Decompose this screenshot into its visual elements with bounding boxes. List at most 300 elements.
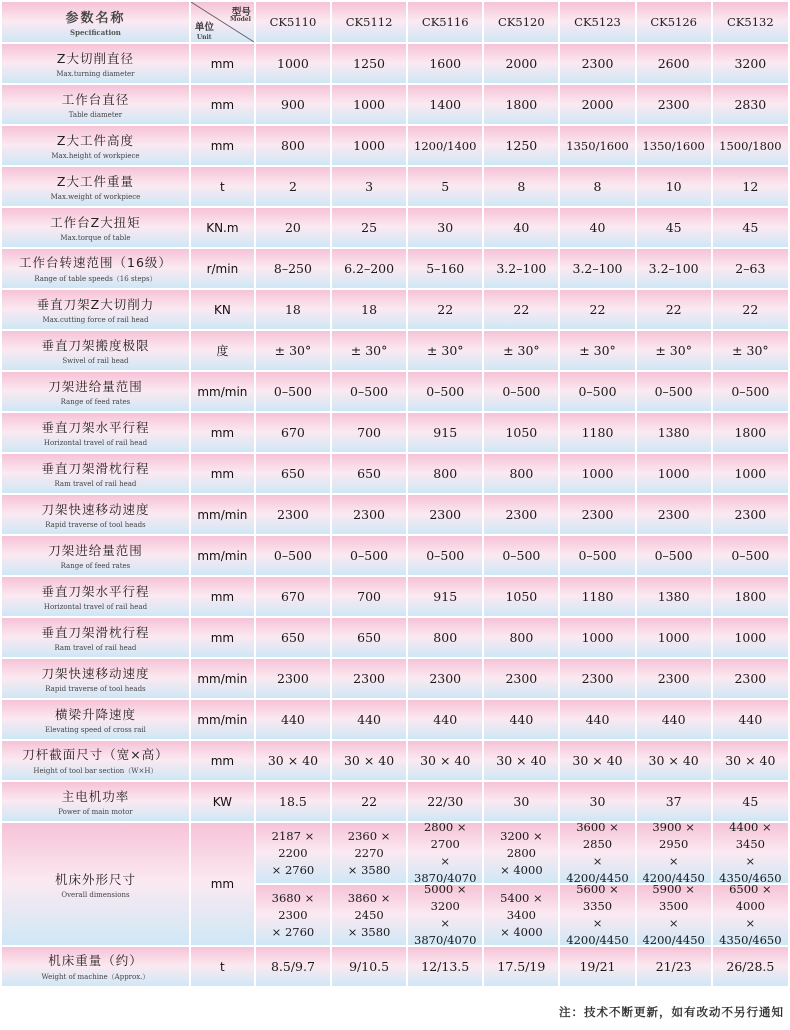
spec-label-zh: 刀架进给量范围 [48, 543, 143, 558]
value-cell: 22 [484, 290, 558, 331]
value-cell: 2300 [484, 495, 558, 536]
value-cell: 670 [256, 577, 330, 618]
spec-label-zh: Z大工件重量 [56, 174, 134, 189]
model-header: CK5112 [332, 2, 406, 44]
unit-cell: mm [191, 741, 254, 782]
dimension-bottom [637, 882, 711, 947]
spec-label-zh: Z大切削直径 [56, 51, 134, 66]
dimension-line: × 4350/4650 [719, 854, 782, 885]
value-cell: 40 [560, 208, 634, 249]
value-cell: ± 30° [408, 331, 482, 372]
unit-cell: mm [191, 44, 254, 85]
value-cell: 2300 [408, 659, 482, 700]
value-cell: 0–500 [560, 372, 634, 413]
unit-model-header [191, 2, 254, 44]
unit-cell: mm/min [191, 372, 254, 413]
model-header: CK5123 [560, 2, 634, 44]
specification-table [0, 2, 790, 988]
value-cell: 1250 [484, 126, 558, 167]
dimension-line: 3900 × 2950 [652, 820, 695, 851]
spec-label-cell [2, 741, 189, 782]
value-cell: 1600 [408, 44, 482, 85]
value-cell: 1800 [484, 85, 558, 126]
value-cell: 440 [637, 700, 711, 741]
table-row [2, 372, 788, 413]
spec-label-cell [2, 290, 189, 331]
value-cell: 2–63 [713, 249, 788, 290]
table-row [2, 290, 788, 331]
spec-label-cell [2, 536, 189, 577]
dimension-cell [713, 820, 788, 947]
dimension-line: × 4350/4650 [719, 916, 782, 947]
value-cell: 30 × 40 [560, 741, 634, 782]
unit-cell: mm/min [191, 700, 254, 741]
dimension-line: 3600 × 2850 [576, 820, 619, 851]
value-cell: 1000 [560, 454, 634, 495]
value-cell: 0–500 [637, 372, 711, 413]
value-cell: 1000 [332, 126, 406, 167]
value-cell: 2300 [713, 495, 788, 536]
unit-cell: mm [191, 454, 254, 495]
spec-label-en: Max.torque of table [60, 234, 131, 242]
dimension-bottom [560, 882, 634, 947]
value-cell: 800 [484, 454, 558, 495]
value-cell: 30 [484, 782, 558, 823]
value-cell: 30 [408, 208, 482, 249]
value-cell: 10 [637, 167, 711, 208]
spec-label-en: Max.cutting force of rail head [42, 316, 149, 324]
table-row [2, 126, 788, 167]
spec-label-zh: 工作台Z大扭矩 [50, 215, 141, 230]
model-header: CK5132 [713, 2, 788, 44]
spec-label-cell [2, 44, 189, 85]
unit-cell: mm [191, 126, 254, 167]
spec-label-cell [2, 85, 189, 126]
unit-cell: mm/min [191, 495, 254, 536]
dimension-line: × 4000 [500, 862, 543, 877]
value-cell: 5 [408, 167, 482, 208]
value-cell: 650 [256, 618, 330, 659]
value-cell: 2300 [560, 659, 634, 700]
value-cell: 22 [637, 290, 711, 331]
spec-label-zh: 垂直刀架水平行程 [41, 584, 150, 599]
unit-cell: KN [191, 290, 254, 331]
unit-cell: mm [191, 577, 254, 618]
spec-label-en: Rapid traverse of tool heads [45, 685, 146, 693]
spec-label-cell [2, 618, 189, 659]
dimension-line: × 3580 [347, 862, 391, 877]
spec-label-en: Power of main motor [58, 808, 133, 816]
table-row-weight [2, 947, 788, 988]
dimension-top [713, 820, 788, 885]
spec-label-cell [2, 823, 189, 947]
dimension-line: × 3580 [347, 924, 391, 939]
spec-label-cell [2, 331, 189, 372]
value-cell: 3.2–100 [560, 249, 634, 290]
dimension-top [408, 820, 482, 885]
value-cell: 22 [408, 290, 482, 331]
spec-label-en: Overall dimensions [61, 890, 130, 899]
value-cell: 17.5/19 [484, 947, 558, 988]
value-cell: 650 [256, 454, 330, 495]
value-cell: 30 × 40 [637, 741, 711, 782]
value-cell: 2300 [484, 659, 558, 700]
value-cell: 0–500 [484, 536, 558, 577]
value-cell: 440 [484, 700, 558, 741]
value-cell: ± 30° [332, 331, 406, 372]
value-cell: 12 [713, 167, 788, 208]
dimension-cell [256, 823, 330, 947]
value-cell: 2 [256, 167, 330, 208]
spec-label-en: Height of tool bar section（W×H） [33, 767, 158, 775]
dimension-line: 2360 × 2270 [347, 828, 391, 860]
value-cell: 25 [332, 208, 406, 249]
value-cell: 0–500 [256, 536, 330, 577]
spec-label-en: Table diameter [68, 111, 123, 119]
value-cell: 800 [256, 126, 330, 167]
model-header: CK5116 [408, 2, 482, 44]
dimension-cell [637, 820, 711, 947]
spec-label-en: Ram travel of rail head [54, 644, 137, 652]
value-cell: 440 [713, 700, 788, 741]
value-cell: 700 [332, 413, 406, 454]
table-row [2, 413, 788, 454]
value-cell: 30 × 40 [332, 741, 406, 782]
table-row [2, 782, 788, 823]
spec-label-zh: 垂直刀架水平行程 [41, 420, 150, 435]
value-cell: 22/30 [408, 782, 482, 823]
value-cell: 22 [713, 290, 788, 331]
table-row [2, 85, 788, 126]
model-header-en: Model [229, 16, 251, 23]
dimension-cell [484, 823, 558, 947]
dimension-top [560, 820, 634, 885]
value-cell: 8 [560, 167, 634, 208]
value-cell: 5–160 [408, 249, 482, 290]
spec-label-cell [2, 495, 189, 536]
dimension-cell [408, 820, 482, 947]
spec-label-cell [2, 700, 189, 741]
spec-label-zh: Z大工件高度 [56, 133, 134, 148]
spec-label-en: Max.height of workpiece [51, 152, 140, 160]
dimension-bottom [713, 882, 788, 947]
value-cell: 0–500 [713, 372, 788, 413]
dimension-line: × 2760 [271, 924, 315, 939]
table-row [2, 44, 788, 85]
spec-label-en: Range of table speeds（16 steps） [34, 275, 157, 283]
spec-label-zh: 主电机功率 [61, 789, 130, 804]
value-cell: 1200/1400 [408, 126, 482, 167]
dimension-cell [560, 820, 634, 947]
value-cell: 440 [560, 700, 634, 741]
spec-label-zh: 刀架快速移动速度 [41, 666, 150, 681]
value-cell: 3.2–100 [637, 249, 711, 290]
value-cell: 2300 [256, 495, 330, 536]
dimension-line: 2800 × 2700 [423, 820, 467, 851]
value-cell: 18.5 [256, 782, 330, 823]
value-cell: 1500/1800 [713, 126, 788, 167]
value-cell: 30 × 40 [256, 741, 330, 782]
unit-cell: KW [191, 782, 254, 823]
value-cell: 45 [713, 782, 788, 823]
spec-label-cell [2, 782, 189, 823]
value-cell: 800 [484, 618, 558, 659]
value-cell: 1800 [713, 413, 788, 454]
value-cell: 45 [637, 208, 711, 249]
value-cell: ± 30° [637, 331, 711, 372]
value-cell: 0–500 [484, 372, 558, 413]
value-cell: ± 30° [560, 331, 634, 372]
dimension-line: 5600 × 3350 [576, 882, 619, 913]
dimension-line: 5900 × 3500 [652, 882, 695, 913]
spec-label-zh: 工作台直径 [61, 92, 130, 107]
value-cell: 1050 [484, 577, 558, 618]
model-header: CK5110 [256, 2, 330, 44]
spec-label-cell [2, 167, 189, 208]
model-header: CK5120 [484, 2, 558, 44]
spec-label-zh: 工作台转速范围（16级） [19, 255, 172, 270]
spec-label-zh: 刀杆截面尺寸（宽×高） [22, 747, 169, 762]
value-cell: 2300 [637, 659, 711, 700]
spec-label-cell [2, 249, 189, 290]
value-cell: 1000 [256, 44, 330, 85]
value-cell: 37 [637, 782, 711, 823]
value-cell: 1000 [560, 618, 634, 659]
value-cell: 2300 [560, 44, 634, 85]
spec-column-header [2, 2, 189, 44]
value-cell: 19/21 [560, 947, 634, 988]
unit-cell: mm/min [191, 536, 254, 577]
spec-label-cell [2, 413, 189, 454]
value-cell: 2600 [637, 44, 711, 85]
table-row [2, 577, 788, 618]
spec-header-zh: 参数名称 [65, 11, 126, 26]
dimension-cell [332, 823, 406, 947]
value-cell: 0–500 [408, 536, 482, 577]
value-cell: 2000 [560, 85, 634, 126]
value-cell: 0–500 [332, 536, 406, 577]
value-cell: 0–500 [560, 536, 634, 577]
value-cell: 45 [713, 208, 788, 249]
dimension-line: 2187 × 2200 [271, 828, 315, 860]
dimension-bottom [332, 885, 406, 945]
value-cell: 1350/1600 [560, 126, 634, 167]
dimension-bottom [484, 885, 558, 945]
spec-label-cell [2, 577, 189, 618]
table-row [2, 536, 788, 577]
value-cell: 2000 [484, 44, 558, 85]
value-cell: 6.2–200 [332, 249, 406, 290]
value-cell: 18 [332, 290, 406, 331]
value-cell: 2300 [637, 85, 711, 126]
spec-label-cell [2, 454, 189, 495]
value-cell: 2300 [408, 495, 482, 536]
unit-cell: mm [191, 413, 254, 454]
dimension-bottom [256, 885, 330, 945]
value-cell: 1380 [637, 577, 711, 618]
table-row [2, 618, 788, 659]
value-cell: 1250 [332, 44, 406, 85]
value-cell: 440 [256, 700, 330, 741]
dimension-top [637, 820, 711, 885]
spec-label-zh: 机床重量（约） [48, 953, 143, 968]
dimension-line: 3680 × 2300 [271, 890, 315, 922]
spec-label-zh: 刀架进给量范围 [48, 379, 143, 394]
unit-cell: r/min [191, 249, 254, 290]
spec-label-en: Swivel of rail head [62, 357, 129, 365]
value-cell: 20 [256, 208, 330, 249]
spec-label-cell [2, 208, 189, 249]
value-cell: 8.5/9.7 [256, 947, 330, 988]
value-cell: 1000 [637, 618, 711, 659]
unit-cell: mm/min [191, 659, 254, 700]
table-row [2, 208, 788, 249]
table-row [2, 495, 788, 536]
value-cell: 440 [408, 700, 482, 741]
spec-label-en: Max.weight of workpiece [50, 193, 141, 201]
unit-header-zh: 单位 [194, 22, 214, 33]
spec-label-en: Range of feed rates [60, 562, 131, 570]
value-cell: 800 [408, 618, 482, 659]
value-cell: 440 [332, 700, 406, 741]
model-header-zh: 型号 [231, 7, 251, 18]
value-cell: 9/10.5 [332, 947, 406, 988]
value-cell: 22 [332, 782, 406, 823]
unit-cell: KN.m [191, 208, 254, 249]
value-cell: 30 × 40 [484, 741, 558, 782]
unit-cell: mm [191, 823, 254, 947]
dimension-line: × 3870/4070 [414, 916, 477, 947]
value-cell: 0–500 [408, 372, 482, 413]
value-cell: 670 [256, 413, 330, 454]
dimension-line: × 4200/4450 [642, 854, 705, 885]
table-row [2, 741, 788, 782]
dimension-line: × 4200/4450 [642, 916, 705, 947]
spec-label-zh: 垂直刀架Z大切削力 [36, 297, 155, 312]
spec-label-cell [2, 372, 189, 413]
value-cell: 650 [332, 454, 406, 495]
value-cell: 800 [408, 454, 482, 495]
value-cell: 0–500 [256, 372, 330, 413]
table-row [2, 659, 788, 700]
table-row-dimensions [2, 823, 788, 947]
value-cell: 915 [408, 413, 482, 454]
spec-label-en: Elevating speed of cross rail [45, 726, 146, 734]
value-cell: 0–500 [713, 536, 788, 577]
model-header: CK5126 [637, 2, 711, 44]
table-row [2, 249, 788, 290]
value-cell: 2300 [332, 495, 406, 536]
value-cell: 30 × 40 [408, 741, 482, 782]
value-cell: 2300 [332, 659, 406, 700]
spec-label-zh: 横梁升降速度 [54, 707, 136, 722]
dimension-top [256, 823, 330, 885]
spec-table-body [2, 44, 788, 988]
spec-label-en: Max.turning diameter [56, 70, 135, 78]
unit-cell: mm [191, 85, 254, 126]
spec-label-cell [2, 659, 189, 700]
value-cell: ± 30° [256, 331, 330, 372]
spec-label-zh: 垂直刀架滑枕行程 [41, 625, 150, 640]
value-cell: 1180 [560, 413, 634, 454]
unit-cell: 度 [191, 331, 254, 372]
dimension-line: 3200 × 2800 [500, 828, 543, 860]
dimension-bottom [408, 882, 482, 947]
value-cell: 700 [332, 577, 406, 618]
value-cell: 3200 [713, 44, 788, 85]
spec-label-en: Horizontal travel of rail head [43, 603, 148, 611]
value-cell: 2300 [560, 495, 634, 536]
unit-header-en: Unit [196, 34, 212, 41]
value-cell: 1800 [713, 577, 788, 618]
spec-label-en: Ram travel of rail head [54, 480, 137, 488]
table-row [2, 700, 788, 741]
value-cell: 1000 [713, 454, 788, 495]
value-cell: 1400 [408, 85, 482, 126]
spec-label-cell [2, 126, 189, 167]
table-row [2, 167, 788, 208]
value-cell: 21/23 [637, 947, 711, 988]
dimension-line: × 4200/4450 [566, 854, 629, 885]
value-cell: 12/13.5 [408, 947, 482, 988]
value-cell: 915 [408, 577, 482, 618]
dimension-line: 3860 × 2450 [347, 890, 391, 922]
value-cell: 2300 [637, 495, 711, 536]
dimension-top [484, 823, 558, 885]
spec-label-zh: 垂直刀架搬度极限 [41, 338, 150, 353]
value-cell: 22 [560, 290, 634, 331]
spec-label-zh: 机床外形尺寸 [54, 871, 136, 887]
value-cell: 8–250 [256, 249, 330, 290]
dimension-top [332, 823, 406, 885]
value-cell: 2300 [713, 659, 788, 700]
table-row [2, 331, 788, 372]
unit-cell: t [191, 167, 254, 208]
dimension-line: × 4000 [500, 924, 543, 939]
value-cell: ± 30° [484, 331, 558, 372]
value-cell: 8 [484, 167, 558, 208]
spec-label-en: Horizontal travel of rail head [43, 439, 148, 447]
value-cell: ± 30° [713, 331, 788, 372]
dimension-line: 4400 × 3450 [729, 820, 772, 851]
dimension-line: 5000 × 3200 [423, 882, 467, 913]
table-row [2, 454, 788, 495]
dimension-line: × 2760 [271, 862, 315, 877]
value-cell: 1000 [332, 85, 406, 126]
dimension-line: 6500 × 4000 [729, 882, 772, 913]
value-cell: 1050 [484, 413, 558, 454]
value-cell: 26/28.5 [713, 947, 788, 988]
footnote: 注：技术不断更新，如有改动不另行通知 [559, 1005, 784, 1019]
value-cell: 1000 [637, 454, 711, 495]
header-row [2, 2, 788, 44]
value-cell: 40 [484, 208, 558, 249]
value-cell: 2300 [256, 659, 330, 700]
spec-label-zh: 刀架快速移动速度 [41, 502, 150, 517]
value-cell: 0–500 [637, 536, 711, 577]
value-cell: 0–500 [332, 372, 406, 413]
spec-label-en: Range of feed rates [60, 398, 131, 406]
value-cell: 30 × 40 [713, 741, 788, 782]
value-cell: 900 [256, 85, 330, 126]
value-cell: 3.2–100 [484, 249, 558, 290]
value-cell: 2830 [713, 85, 788, 126]
value-cell: 1350/1600 [637, 126, 711, 167]
value-cell: 1380 [637, 413, 711, 454]
dimension-line: × 4200/4450 [566, 916, 629, 947]
value-cell: 1180 [560, 577, 634, 618]
value-cell: 3 [332, 167, 406, 208]
